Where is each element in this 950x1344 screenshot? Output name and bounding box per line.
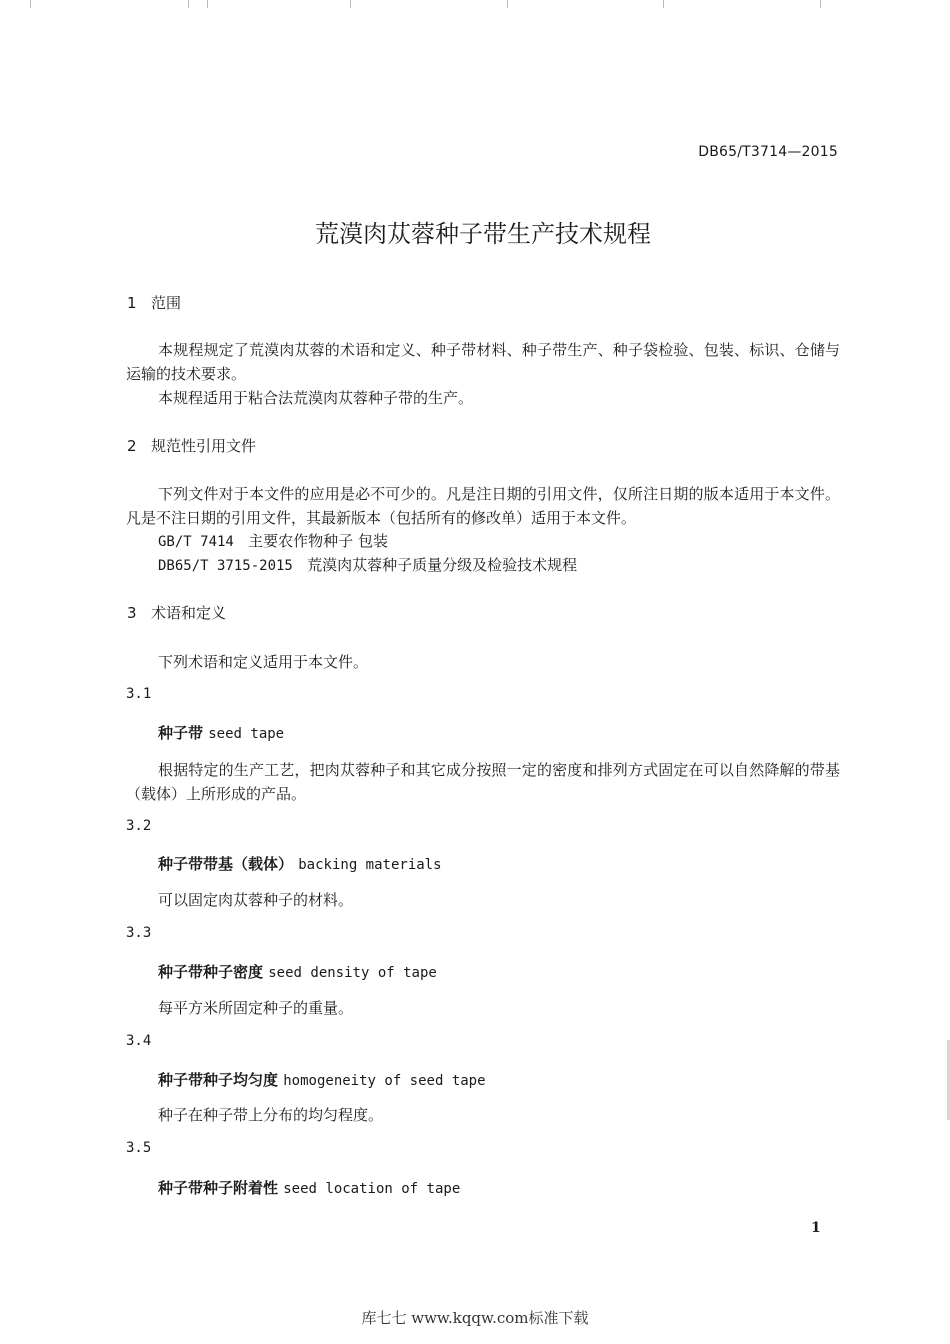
scan-mark: [188, 0, 189, 8]
reference-title: 主要农作物种子 包装: [248, 532, 388, 550]
reference-item: [158, 554, 577, 575]
term-definition: 种子在种子带上分布的均匀程度。: [158, 1106, 384, 1124]
term-en: seed tape: [208, 726, 285, 742]
reference-code: DB65/T 3715-2015: [158, 558, 293, 574]
footer-watermark: 库七七 www.kqqw.com标准下载: [361, 1309, 589, 1327]
reference-item: [158, 530, 388, 551]
term-zh: 种子带带基（载体）: [158, 855, 294, 873]
term-definition: 每平方米所固定种子的重量。: [158, 999, 354, 1017]
term-number: 3.1: [126, 686, 152, 702]
scan-mark: [207, 0, 208, 8]
section-heading-scope: [127, 292, 181, 313]
section-number: 3: [127, 604, 137, 622]
term-heading: [158, 1177, 460, 1198]
term-zh: 种子带: [158, 724, 204, 742]
term-number: 3.3: [126, 925, 152, 941]
document-title: 荒漠肉苁蓉种子带生产技术规程: [315, 220, 651, 248]
term-zh: 种子带种子均匀度: [158, 1071, 279, 1089]
scope-paragraph-2: 本规程适用于粘合法荒漠肉苁蓉种子带的生产。: [158, 389, 474, 407]
terms-intro: 下列术语和定义适用于本文件。: [158, 653, 369, 671]
section-title: 规范性引用文件: [151, 437, 257, 455]
scan-mark: [507, 0, 508, 8]
scan-mark: [350, 0, 351, 8]
term-zh: 种子带种子密度: [158, 963, 264, 981]
section-heading-references: [127, 435, 256, 456]
term-heading: [158, 722, 284, 743]
term-en: backing materials: [298, 857, 442, 873]
scope-paragraph-1: 本规程规定了荒漠肉苁蓉的术语和定义、种子带材料、种子带生产、种子袋检验、包装、标识、仓储与运输的技术要求。: [126, 341, 840, 383]
section-title: 范围: [151, 294, 182, 312]
term-heading: [158, 1069, 486, 1090]
term-definition: 根据特定的生产工艺，把肉苁蓉种子和其它成分按照一定的密度和排列方式固定在可以自然降解的带基（载体）上所形成的产品。: [126, 761, 840, 803]
term-heading: [158, 961, 437, 982]
term-en: seed location of tape: [283, 1181, 461, 1197]
section-number: 1: [127, 294, 137, 312]
term-heading: [158, 853, 442, 874]
reference-code: GB/T 7414: [158, 534, 234, 550]
term-number: 3.5: [126, 1140, 152, 1156]
scan-mark: [30, 0, 31, 8]
term-number: 3.4: [126, 1033, 152, 1049]
scan-mark: [663, 0, 664, 8]
term-en: seed density of tape: [268, 965, 437, 981]
term-number: 3.2: [126, 818, 152, 834]
scan-mark: [820, 0, 821, 8]
term-en: homogeneity of seed tape: [283, 1073, 486, 1089]
document-code: DB65/T3714—2015: [698, 144, 838, 160]
section-number: 2: [127, 437, 137, 455]
page-number: 1: [811, 1220, 821, 1236]
reference-title: 荒漠肉苁蓉种子质量分级及检验技术规程: [307, 556, 578, 574]
section-title: 术语和定义: [151, 604, 227, 622]
term-definition: 可以固定肉苁蓉种子的材料。: [158, 891, 354, 909]
term-zh: 种子带种子附着性: [158, 1179, 279, 1197]
section-heading-terms: [127, 602, 226, 623]
references-paragraph: 下列文件对于本文件的应用是必不可少的。凡是注日期的引用文件，仅所注日期的版本适用于本文件。凡是不注日期的引用文件，其最新版本（包括所有的修改单）适用于本文件。: [126, 485, 840, 527]
